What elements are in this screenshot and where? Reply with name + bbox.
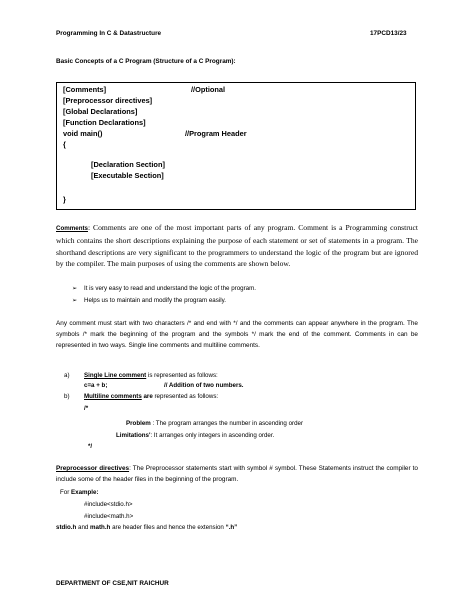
footer-department: DEPARTMENT OF CSE,NIT RAICHUR (56, 580, 169, 587)
multiline-close: */ (88, 443, 93, 450)
code-structure-box (56, 82, 416, 210)
single-line-code: c=a + b; (84, 382, 108, 389)
code-open-brace: { (63, 140, 66, 149)
code-line-executable: [Executable Section] (91, 171, 164, 180)
example-label: For Example: (60, 489, 99, 496)
bullet-item: ➢ Helps us to maintain and modify the program easily. (72, 297, 226, 304)
arrow-bullet-icon: ➢ (72, 285, 78, 292)
arrow-bullet-icon: ➢ (72, 297, 78, 304)
comments-paragraph: Comments: Comments are one of the most important parts of any program. Comment is a Programming construct which contains the short descriptions explaining the purpose of each statement or set of statements in a program. The shorthand descriptions are very significant to the programmers to understand the logic of the program but are ignored by the compiler. The main purposes of using the comments are shown below. (56, 223, 418, 269)
code-line-global: [Global Declarations] (63, 107, 138, 116)
comments-term: Comments (56, 225, 88, 232)
multiline-limitations-line: Limitations': It arranges only integers in ascending order. (116, 432, 275, 439)
include-math: #include<math.h> (84, 513, 134, 520)
code-line-comments-note: //Optional (191, 85, 226, 94)
code-line-main-note: //Program Header (185, 129, 247, 138)
list-marker-b: b) (64, 393, 70, 400)
preprocessor-paragraph: Preprocessor directives: The Preprocessor statements start with symbol # symbol. These Statements instruct the compiler to include some of the header files in the beginning of the program. (56, 465, 418, 483)
section-heading-structure: Basic Concepts of a C Program (Structure of a C Program): (56, 58, 236, 65)
multiline-heading: Multiline comments are represented as follows: (84, 393, 219, 400)
code-close-brace: } (63, 195, 66, 204)
code-line-preprocessor: [Preprocessor directives] (63, 96, 153, 105)
header-course-code: 17PCD13/23 (370, 30, 407, 37)
single-line-code-comment: // Addition of two numbers. (164, 382, 244, 389)
multiline-problem-line: Problem : The program arranges the number in ascending order (126, 420, 304, 427)
include-stdio: #include<stdio.h> (84, 501, 133, 508)
bullet-item: ➢ It is very easy to read and understand the logic of the program. (72, 285, 256, 292)
comments-description: Comments are one of the most important parts of any program. Comment is a Programming construct which contains the short descriptions explaining the purpose of each statement or set of statements in a program. The shorthand descriptions are very significant to the programmers to understand the logic of the program but are ignored by the compiler. The main purposes of using the comments are shown below. (56, 223, 418, 269)
header-course-title: Programming In C & Datastructure (56, 30, 162, 37)
multiline-open: /* (84, 405, 89, 412)
code-line-comments: [Comments] (63, 85, 107, 94)
code-line-function-decl: [Function Declarations] (63, 118, 146, 127)
header-files-note: stdio.h and math.h are header files and hence the extension “.h” (56, 524, 238, 531)
list-marker-a: a) (64, 372, 70, 379)
comment-rules-paragraph: Any comment must start with two characters /* and end with */ and the comments can appear anywhere in the program. The symbols /* mark the beginning of the program and the symbols */ mark the end of the comment. Comments in can be represented in two ways. Single line comments and multiline comments. (56, 320, 418, 350)
code-line-declaration: [Declaration Section] (91, 160, 165, 169)
code-line-main: void main() (63, 129, 103, 138)
single-line-heading: Single Line comment is represented as follows: (84, 372, 218, 379)
preprocessor-term: Preprocessor directives (56, 465, 130, 472)
